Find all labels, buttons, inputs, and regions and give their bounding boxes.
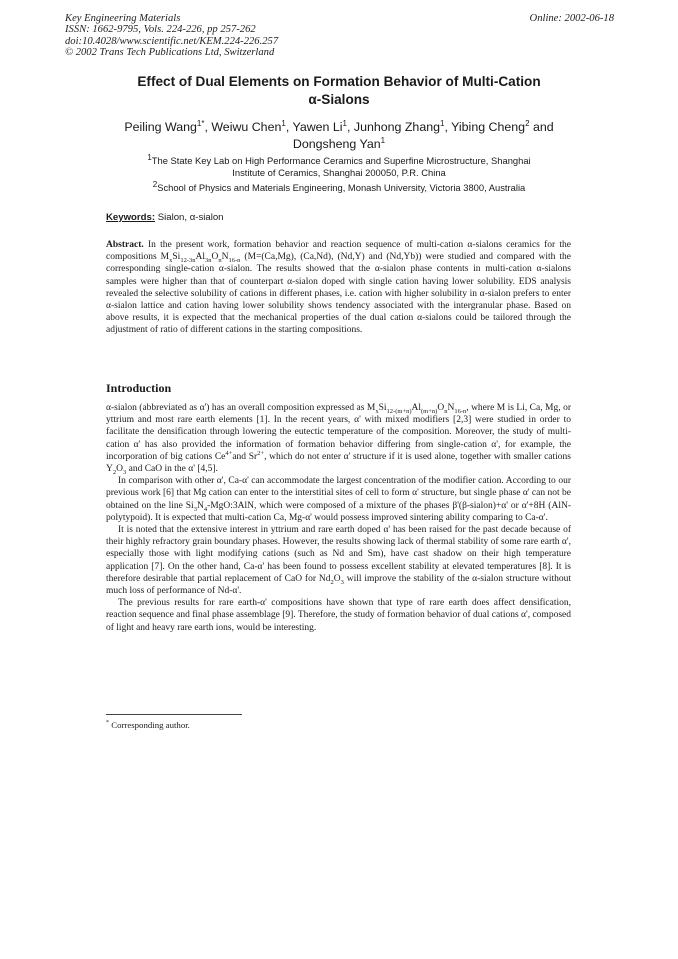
paragraph-text: N — [447, 403, 455, 413]
author-name: , Yibing Cheng — [444, 120, 526, 134]
paragraph-text: In comparison with other α', Ca-α' can accommodate the largest concentration of the modifier cation. According to our previous work [6] that Mg cation can enter to the interstitial sites of cell to form α' structure, but single phase α' can not be obtained on the line Si — [106, 476, 571, 511]
subscript: 3 — [340, 578, 344, 586]
subscript: 4 — [203, 505, 208, 513]
affil-number: 1 — [147, 152, 152, 162]
superscript: 2+ — [257, 449, 265, 457]
intro-paragraph-3 — [106, 524, 571, 597]
intro-paragraph-2 — [106, 475, 571, 524]
subscript: n — [444, 407, 448, 415]
affil-number: 2 — [152, 179, 158, 189]
issn-line: ISSN: 1662-9795, Vols. 224-226, pp 257-262 — [65, 24, 256, 36]
paragraph-text: Al — [411, 403, 422, 413]
author-affil-mark: 2 — [525, 118, 530, 128]
subscript: n — [218, 257, 222, 265]
affiliation-1 — [95, 152, 583, 179]
paragraph-text: Si — [378, 403, 387, 413]
paragraph-text: N — [196, 500, 204, 511]
paragraph-text: will improve the stability of the α-sialon structure without much loss of performance of Nd-α'. — [106, 573, 571, 597]
introduction-body — [106, 402, 571, 634]
subscript: 2 — [330, 578, 334, 586]
subscript: (m+n) — [421, 407, 438, 415]
journal-name: Key Engineering Materials — [65, 13, 181, 24]
subscript: 3 — [123, 468, 127, 476]
affiliation-2 — [95, 179, 583, 194]
author-name: Dongsheng Yan — [292, 137, 381, 151]
author-affil-mark: 1 — [342, 118, 347, 128]
author-affil-mark: 1 — [380, 135, 386, 145]
paragraph-text: and CaO in the α' [4,5]. — [126, 464, 218, 475]
author-name: , Junhong Zhang — [346, 120, 440, 134]
keywords-label: Keywords: — [106, 212, 156, 223]
abstract — [106, 239, 571, 337]
authors-line-2 — [80, 136, 598, 153]
footnote-text: Corresponding author. — [109, 720, 190, 730]
author-name: , Weiwu Chen — [204, 120, 282, 134]
author-conjunction: and — [529, 120, 554, 134]
author-name: Peiling Wang — [124, 120, 197, 134]
paragraph-text: O — [437, 403, 445, 413]
paragraph-text: , where M is Li, Ca, Mg, or yttrium and most rare earth elements [1]. In the recent years, α' with mixed modifiers [2,3] were studied in order to facilitate the densification through lowering the eutectic temperature of the composition. Moreover, the study of multi-cation α' has also provided the information of formation behavior differing from single-cation α', for example, the incorporation of big cations Ce — [106, 403, 571, 462]
subscript: x — [375, 407, 379, 415]
title-line-1: Effect of Dual Elements on Formation Behavior of Multi-Cation — [137, 74, 541, 89]
paragraph-text: It is noted that the extensive interest in yttrium and rare earth doped α' has been raised for the past decade because of their highly refractory grain boundary phases. However, the results showing lack of thermal stability of some rare earth α', especially those with light modifying cations (such as Nd and Sm), have cast shadow on their high temperature application [7]. On the other hand, Ca-α' has been found to possess excellent stability at elevated temperatures [8]. It is therefore desirable that partial replacement of CaO for Nd — [106, 525, 571, 584]
footnote-divider — [106, 714, 242, 715]
abstract-text: N — [221, 252, 229, 263]
copyright-line: © 2002 Trans Tech Publications Ltd, Switzerland — [65, 47, 275, 59]
journal-header — [65, 13, 278, 59]
abstract-text: Si — [172, 252, 181, 263]
affil-text: The State Key Lab on High Performance Ceramics and Superfine Microstructure, Shanghai — [151, 155, 531, 166]
subscript: 16-n — [454, 407, 467, 415]
subscript: 3 — [193, 505, 197, 513]
abstract-text: O — [211, 252, 219, 263]
paragraph-text: α-sialon (abbreviated as α') has an overall composition expressed as M — [106, 403, 376, 413]
subscript: 12-3n — [180, 257, 196, 265]
abstract-text: In the present work, formation behavior and reaction sequence of multi-cation α-sialons ceramics for the compositions M — [106, 240, 571, 263]
abstract-text: Al — [195, 252, 205, 263]
subscript: 16-n — [228, 257, 241, 265]
paragraph-text: and Sr — [232, 451, 258, 462]
subscript: 2 — [112, 468, 117, 476]
author-affil-mark: 1* — [196, 118, 205, 128]
section-heading-introduction: Introduction — [106, 381, 172, 395]
subscript: x — [169, 257, 173, 265]
paragraph-text: -MgO:3AlN, which were composed of a mixture of the phases β'(β-sialon)+α' or α'+8H (AlN-polytypoid). It is expected that multi-cation Ca, Mg-α' would possess improved sintering ability comparing to Ca-α'. — [106, 500, 571, 523]
paper-title — [90, 73, 588, 109]
author-affil-mark: 1 — [440, 118, 445, 128]
paragraph-text: , which do not enter α' structure if it is used alone, together with smaller cations Y — [106, 451, 571, 475]
affil-text: School of Physics and Materials Engineering, Monash University, Victoria 3800, Australia — [157, 182, 526, 193]
abstract-text: (M=(Ca,Mg), (Ca,Nd), (Nd,Y) and (Nd,Yb)) were studied and compared with the corresponding single-cation α-sialon. The results showed that the α-sialon phase contents in multi-cation α-sialons samples were higher than that of counterpart α-sialon doped with single cation having lower solubility. EDS analysis revealed the selective solubility of cations in different phases, i.e. cation with higher solubility in α-sialon prefers to enter α-sialon lattice and cation having lower solubility shows tendency associated with the intergranular phase. Based on above results, it is expected that the mechanical properties of the dual cation α-sialons could be tailored through the adjustment of ratio of different cations in the starting compositions. — [106, 252, 571, 336]
paragraph-text: O — [333, 573, 341, 584]
author-name: , Yawen Li — [285, 120, 343, 134]
keywords — [106, 212, 224, 223]
footnote — [106, 720, 190, 730]
intro-paragraph-4: The previous results for rare earth-α' compositions have shown that type of rare earth does affect densification, reaction sequence and final phase assemblage [9]. Therefore, the study of formation behavior of dual cations α', composed of light and heavy rare earth ions, would be interesting. — [106, 598, 571, 633]
footnote-mark: * — [106, 720, 109, 727]
superscript: 4+ — [225, 449, 233, 457]
online-date: Online: 2002-06-18 — [529, 13, 614, 24]
doi-line: doi:10.4028/www.scientific.net/KEM.224-226.257 — [65, 35, 279, 47]
keywords-text: Sialon, α-sialon — [155, 212, 224, 223]
author-list — [80, 119, 598, 153]
authors-line-1 — [80, 119, 598, 136]
intro-paragraph-1 — [106, 402, 571, 475]
abstract-label: Abstract. — [106, 240, 144, 250]
title-line-2: α-Sialons — [308, 92, 370, 107]
subscript: 3n — [204, 257, 212, 265]
paragraph-text: O — [116, 464, 123, 475]
author-affil-mark: 1 — [281, 118, 286, 128]
affil-text: Institute of Ceramics, Shanghai 200050, P.R. China — [232, 167, 446, 178]
subscript: 12-(m+n) — [386, 407, 412, 415]
